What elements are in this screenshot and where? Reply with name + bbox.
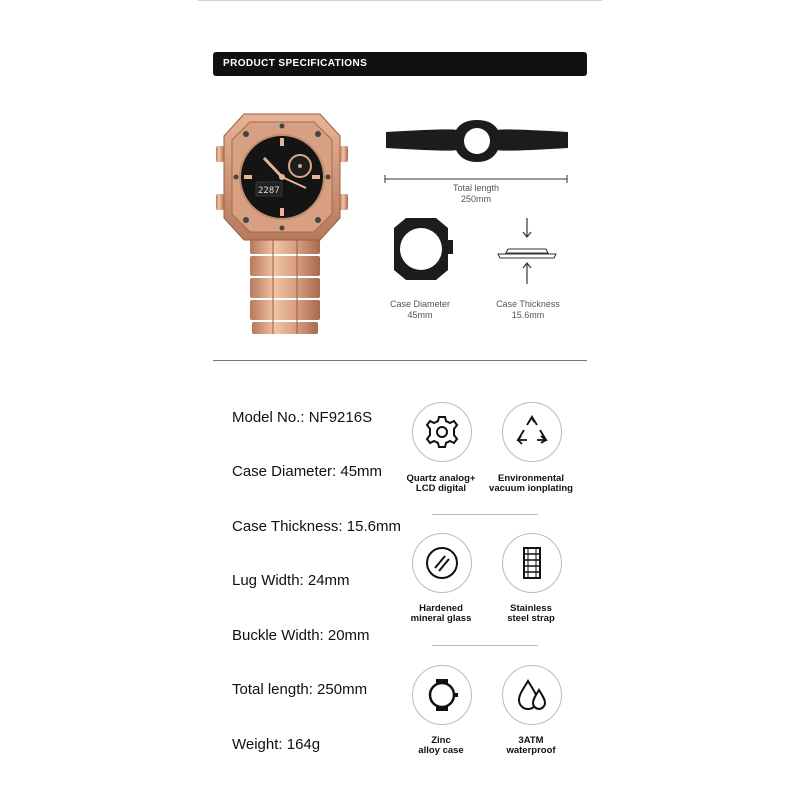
feature-separator bbox=[432, 514, 538, 515]
strap-outline-diagram bbox=[384, 118, 570, 168]
section-divider bbox=[213, 360, 587, 361]
spec-weight: Weight: 164g bbox=[232, 736, 321, 753]
feature-label-glass: Hardened mineral glass bbox=[410, 603, 472, 624]
svg-text:2287: 2287 bbox=[258, 186, 280, 196]
feature-label-strap: Stainless steel strap bbox=[507, 603, 555, 624]
specifications-banner bbox=[213, 52, 587, 76]
case-diameter-diagram bbox=[386, 214, 456, 284]
feature-label-case: Zinc alloy case bbox=[418, 735, 464, 756]
case-diameter-label: Case Diameter 45mm bbox=[389, 299, 451, 320]
top-rule bbox=[198, 0, 602, 1]
feature-label-plating: Environmental vacuum ionplating bbox=[489, 473, 573, 494]
case-thickness-diagram bbox=[494, 216, 560, 288]
feature-separator bbox=[432, 645, 538, 646]
spec-case-thickness: Case Thickness: 15.6mm bbox=[232, 518, 401, 535]
banner-title: PRODUCT SPECIFICATIONS bbox=[223, 58, 368, 69]
watch-image bbox=[212, 106, 352, 334]
spec-total-length: Total length: 250mm bbox=[232, 681, 368, 698]
feature-label-waterproof: 3ATM waterproof bbox=[506, 735, 556, 756]
gear-icon bbox=[412, 402, 472, 462]
spec-buckle-width: Buckle Width: 20mm bbox=[232, 627, 370, 644]
case-thickness-label: Case Thickness 15.6mm bbox=[496, 299, 560, 320]
spec-case-diameter: Case Diameter: 45mm bbox=[232, 463, 383, 480]
case-icon bbox=[412, 665, 472, 725]
spec-model-number: Model No.: NF9216S bbox=[232, 409, 373, 426]
water-drops-icon bbox=[502, 665, 562, 725]
total-length-label: Total length 250mm bbox=[452, 183, 500, 204]
feature-label-movement: Quartz analog+ LCD digital bbox=[406, 473, 476, 494]
recycle-icon bbox=[502, 402, 562, 462]
glass-icon bbox=[412, 533, 472, 593]
spec-lug-width: Lug Width: 24mm bbox=[232, 572, 350, 589]
total-length-dimension-line bbox=[384, 170, 568, 178]
strap-icon bbox=[502, 533, 562, 593]
